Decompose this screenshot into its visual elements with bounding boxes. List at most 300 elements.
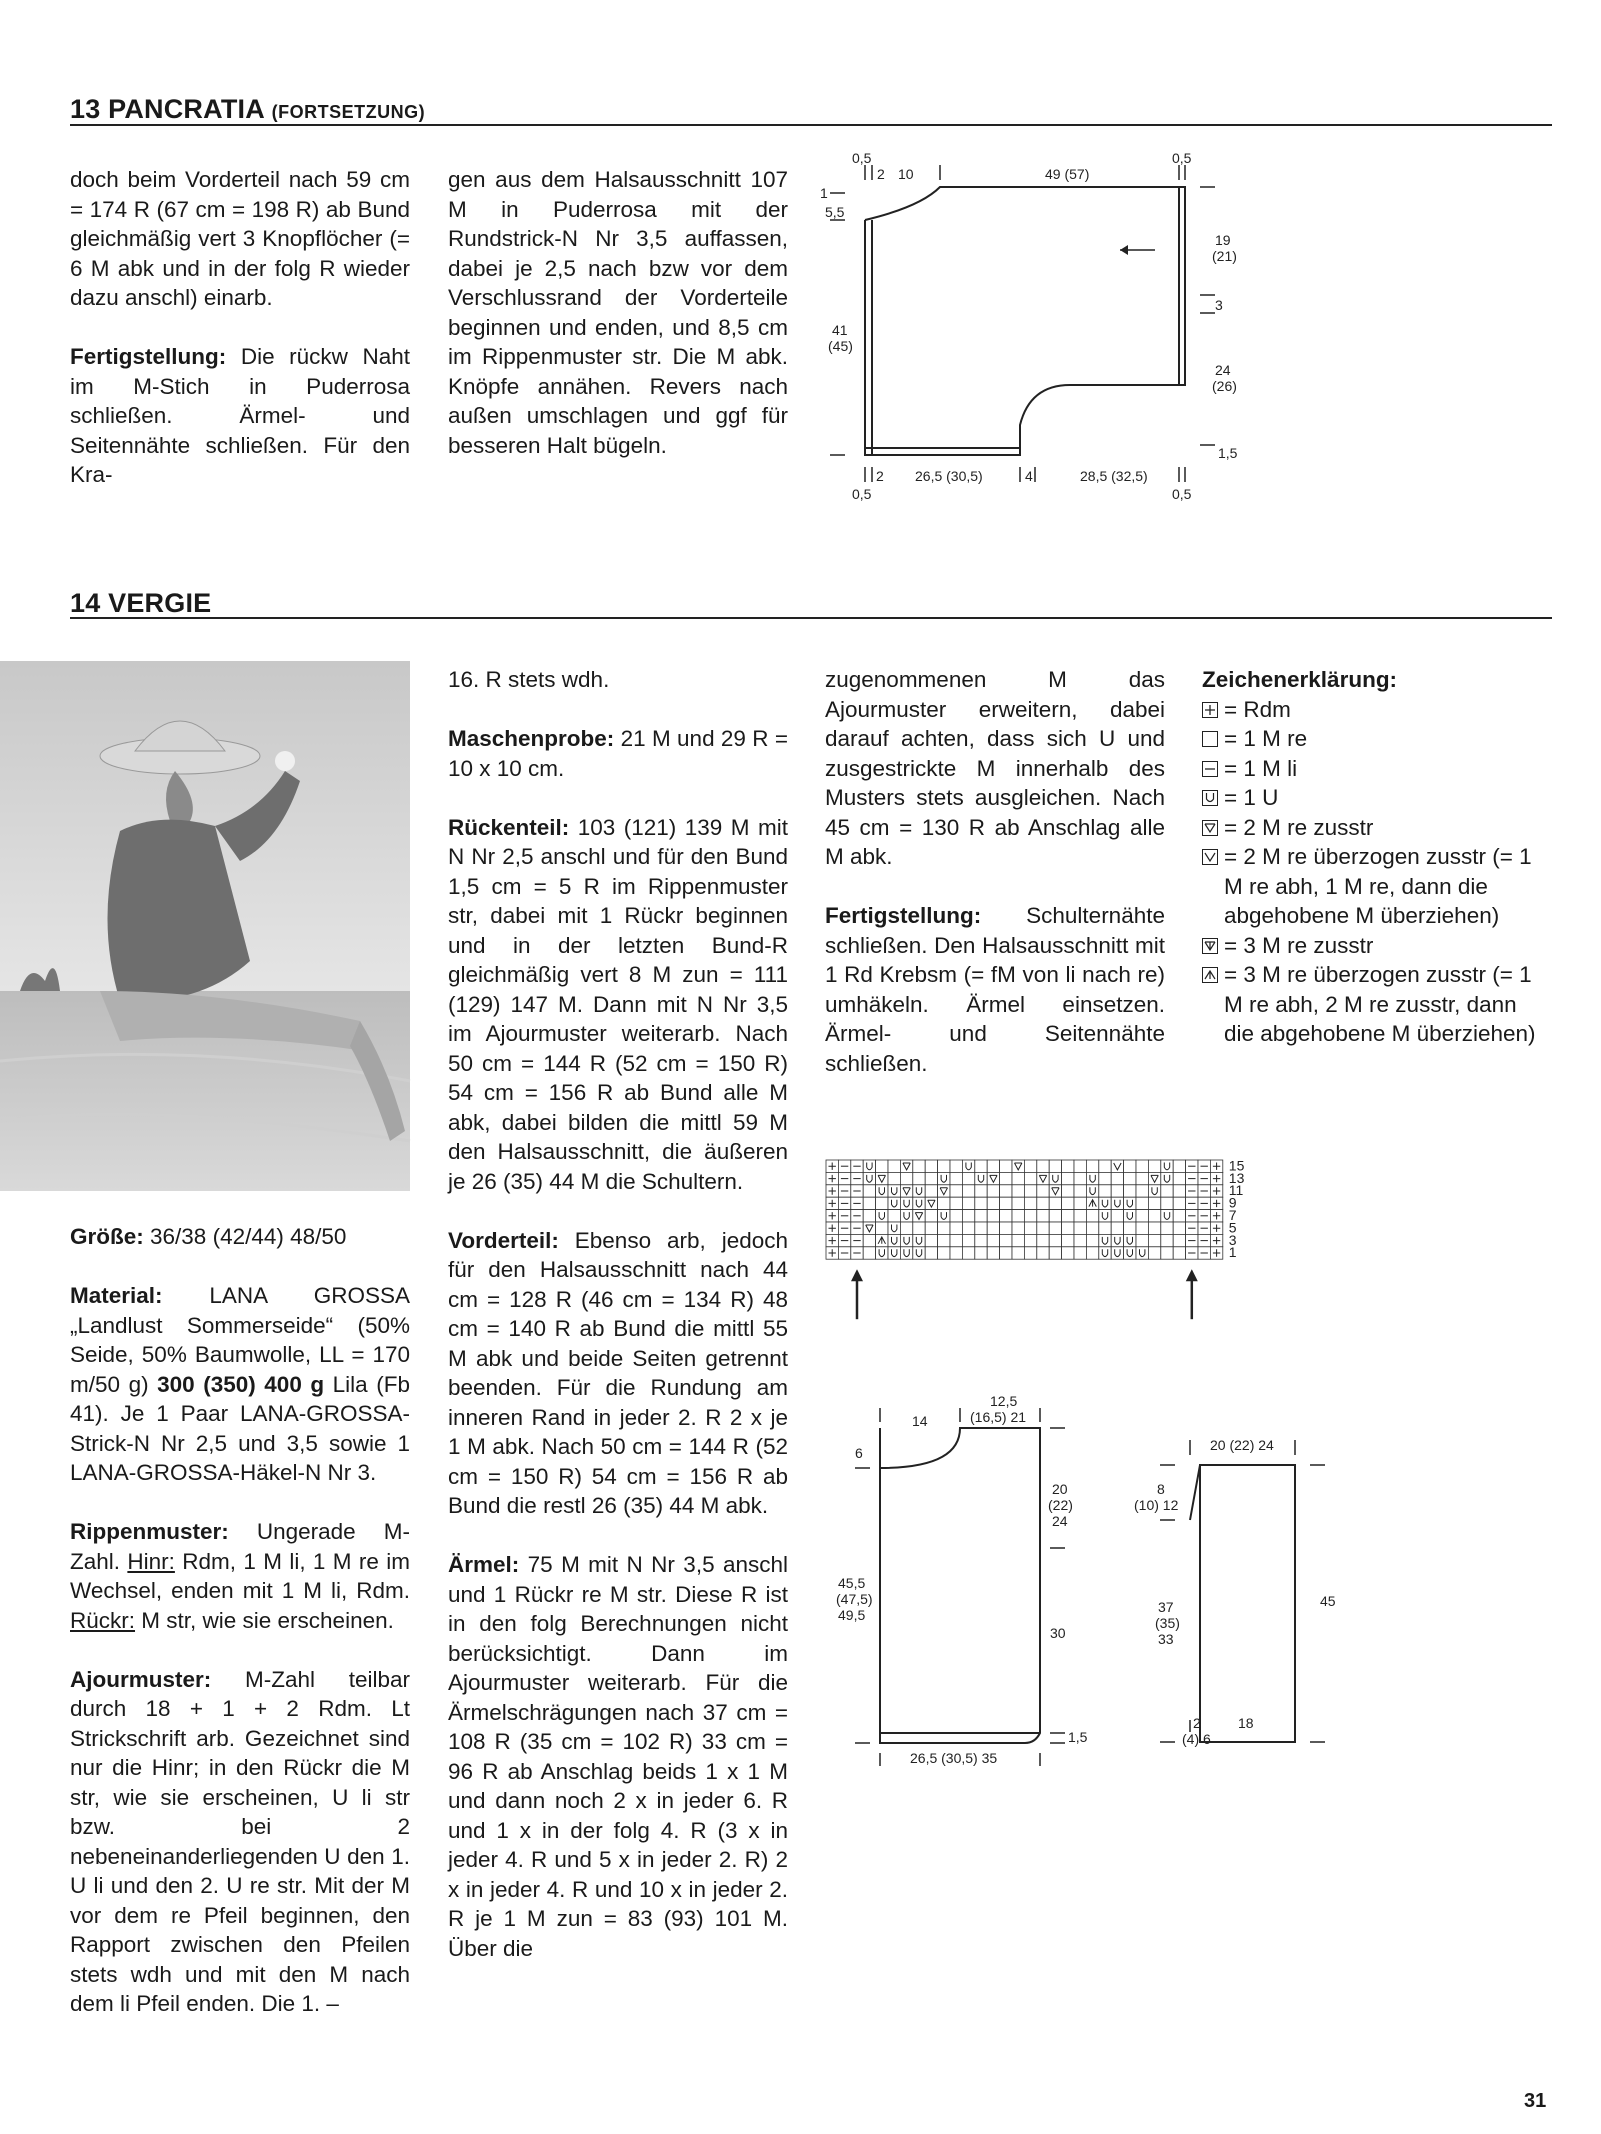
chart-cell (1198, 1197, 1210, 1209)
gauge-paragraph: Maschenprobe: 21 M und 29 R = 10 x 10 cm. (448, 726, 788, 781)
chart-cell (1198, 1247, 1210, 1259)
chart-cell (851, 1222, 863, 1234)
chart-cell (938, 1234, 950, 1246)
svg-text:0,5: 0,5 (1172, 486, 1192, 502)
chart-cell (876, 1222, 888, 1234)
section-14-column-1 (70, 1222, 410, 2048)
chart-cell (1148, 1160, 1160, 1172)
chart-cell (1086, 1172, 1098, 1184)
chart-cell (1037, 1234, 1049, 1246)
chart-cell (1049, 1197, 1061, 1209)
chart-cell (987, 1185, 999, 1197)
chart-cell (950, 1222, 962, 1234)
chart-cell (987, 1247, 999, 1259)
chart-cell (1000, 1160, 1012, 1172)
col2-paragraph-1: 16. R stets wdh. (448, 667, 610, 692)
chart-cell (1024, 1210, 1036, 1222)
k3tog-icon (1202, 938, 1224, 954)
col3-paragraph-1: zugenommenen M das Ajourmuster erweitern, dabei darauf achten, dass sich U und zusgestrickte M innerhalb des Musters stets ausgleichen. Nach 45 cm = 130 R ab Anschlag alle M abk. (825, 667, 1165, 869)
chart-cell (876, 1197, 888, 1209)
chart-cell (1111, 1185, 1123, 1197)
svg-text:1,5: 1,5 (1068, 1729, 1088, 1745)
chart-cell (950, 1160, 962, 1172)
chart-cell (1148, 1222, 1160, 1234)
chart-cell (1136, 1234, 1148, 1246)
svg-text:5,5: 5,5 (825, 204, 845, 220)
section-13-subtitle: (FORTSETZUNG) (271, 102, 426, 122)
svg-text:0,5: 0,5 (1172, 150, 1192, 166)
purl-icon (1202, 761, 1224, 777)
chart-cell (925, 1210, 937, 1222)
chart-cell (1186, 1210, 1198, 1222)
chart-cell (1037, 1160, 1049, 1172)
s13-paragraph-1: doch beim Vorderteil nach 59 cm = 174 R (67 cm = 198 R) ab Bund gleichmäßig vert 3 Knopflöcher (= 6 M abk und in der folg R wieder dazu anschl) einarb. (70, 167, 410, 310)
svg-text:33: 33 (1158, 1631, 1174, 1647)
legend-item-k3tog: = 3 M re zusstr (1202, 931, 1552, 961)
chart-cell (913, 1172, 925, 1184)
chart-cell (888, 1185, 900, 1197)
chart-cell (950, 1185, 962, 1197)
chart-cell (1210, 1160, 1222, 1172)
chart-cell (975, 1247, 987, 1259)
chart-cell (1186, 1172, 1198, 1184)
chart-row-number: 11 (1228, 1182, 1244, 1199)
chart-cell (1074, 1234, 1086, 1246)
section-13-title: 13 PANCRATIA (70, 94, 264, 124)
chart-cell (1124, 1222, 1136, 1234)
chart-cell (1086, 1222, 1098, 1234)
chart-cell (1173, 1222, 1185, 1234)
chart-cell (1099, 1222, 1111, 1234)
chart-cell (1210, 1247, 1222, 1259)
chart-cell (1136, 1185, 1148, 1197)
chart-cell (888, 1247, 900, 1259)
chart-cell (1037, 1210, 1049, 1222)
chart-cell (1148, 1197, 1160, 1209)
chart-cell (1111, 1197, 1123, 1209)
chart-cell (1024, 1247, 1036, 1259)
chart-cell (925, 1185, 937, 1197)
finishing-paragraph: Fertigstellung: Schulternähte schließen. Den Halsausschnitt mit 1 Rd Krebsm (= fM von li nach re) umhäkeln. Ärmel einsetzen. Ärmel- und Seitennähte schließen. (825, 903, 1165, 1076)
sleeve-schematic (1120, 1420, 1360, 1750)
chart-cell (1148, 1234, 1160, 1246)
svg-text:20: 20 (1052, 1481, 1068, 1497)
svg-text:(35): (35) (1155, 1615, 1180, 1631)
chart-cell (1111, 1222, 1123, 1234)
chart-cell (1049, 1160, 1061, 1172)
chart-cell (1086, 1210, 1098, 1222)
chart-cell (987, 1197, 999, 1209)
svg-text:4: 4 (1025, 468, 1033, 484)
chart-cell (938, 1222, 950, 1234)
chart-cell (962, 1185, 974, 1197)
chart-cell (938, 1185, 950, 1197)
chart-cell (1012, 1197, 1024, 1209)
chart-left-arrow (851, 1269, 863, 1319)
chart-cell (1148, 1185, 1160, 1197)
chart-cell (1198, 1210, 1210, 1222)
chart-cell (876, 1185, 888, 1197)
chart-cell (826, 1185, 838, 1197)
svg-text:2: 2 (877, 166, 885, 182)
chart-cell (950, 1197, 962, 1209)
chart-cell (1049, 1172, 1061, 1184)
size-paragraph: Größe: 36/38 (42/44) 48/50 (70, 1224, 347, 1249)
chart-cell (1148, 1172, 1160, 1184)
chart-cell (1186, 1197, 1198, 1209)
chart-cell (987, 1222, 999, 1234)
svg-text:14: 14 (912, 1413, 928, 1429)
chart-cell (1074, 1247, 1086, 1259)
chart-cell (1136, 1222, 1148, 1234)
chart-cell (900, 1160, 912, 1172)
svg-text:37: 37 (1158, 1599, 1174, 1615)
chart-cell (1136, 1247, 1148, 1259)
chart-cell (1024, 1197, 1036, 1209)
chart-cell (888, 1197, 900, 1209)
chart-cell (1124, 1172, 1136, 1184)
chart-cell (1024, 1222, 1036, 1234)
chart-cell (900, 1247, 912, 1259)
svg-text:3: 3 (1215, 297, 1223, 313)
chart-cell (925, 1197, 937, 1209)
chart-row-number: 7 (1228, 1207, 1237, 1223)
chart-cell (900, 1185, 912, 1197)
chart-cell (1186, 1234, 1198, 1246)
svg-text:20 (22) 24: 20 (22) 24 (1210, 1437, 1274, 1453)
svg-text:30: 30 (1050, 1625, 1066, 1641)
knitting-chart (826, 1158, 1296, 1378)
s13-finishing-label: Fertigstellung: (70, 344, 227, 369)
chart-cell (913, 1222, 925, 1234)
chart-cell (1000, 1222, 1012, 1234)
chart-cell (1049, 1247, 1061, 1259)
chart-cell (863, 1160, 875, 1172)
section-14-column-2 (448, 665, 788, 1993)
chart-cell (1173, 1172, 1185, 1184)
chart-cell (1074, 1222, 1086, 1234)
chart-cell (1099, 1210, 1111, 1222)
chart-cell (987, 1210, 999, 1222)
chart-cell (1161, 1160, 1173, 1172)
chart-cell (1198, 1185, 1210, 1197)
chart-cell (925, 1234, 937, 1246)
chart-cell (913, 1197, 925, 1209)
svg-text:45: 45 (1320, 1593, 1336, 1609)
chart-cell (1000, 1234, 1012, 1246)
chart-cell (1024, 1160, 1036, 1172)
chart-cell (1173, 1197, 1185, 1209)
back-paragraph: Rückenteil: 103 (121) 139 M mit N Nr 2,5 anschl und für den Bund 1,5 cm = 5 R im Rippenmuster str, dabei mit 1 Rückr beginnen und in der letzten Bund-R gleichmäßig vert 8 M zun = 111 (129) 147 M. Dann mit N Nr 3,5 im Ajourmuster weiterarb. Nach 50 cm = 144 R (52 cm = 150 R) 54 cm = 156 R ab Bund alle M abk, dabei bilden die mittl 59 M den Halsausschnitt, die äußeren je 26 (35) 44 M die Schultern. (448, 814, 788, 1194)
chart-cell (987, 1172, 999, 1184)
chart-cell (1000, 1172, 1012, 1184)
svg-text:(16,5) 21: (16,5) 21 (970, 1409, 1027, 1425)
chart-cell (1037, 1222, 1049, 1234)
chart-cell (851, 1247, 863, 1259)
chart-cell (1111, 1234, 1123, 1246)
chart-cell (1049, 1234, 1061, 1246)
svg-text:2: 2 (1193, 1715, 1201, 1731)
section-13-column-1 (70, 165, 410, 519)
chart-cell (913, 1234, 925, 1246)
svg-text:1: 1 (820, 185, 828, 201)
svg-text:45,5: 45,5 (838, 1575, 866, 1591)
chart-cell (1049, 1185, 1061, 1197)
chart-cell (913, 1185, 925, 1197)
chart-cell (863, 1222, 875, 1234)
legend-item-yarn-over: = 1 U (1202, 783, 1552, 813)
svg-text:24: 24 (1215, 362, 1231, 378)
chart-cell (1062, 1210, 1074, 1222)
legend-item-knit: = 1 M re (1202, 724, 1552, 754)
svg-text:49,5: 49,5 (838, 1607, 866, 1623)
svg-text:6: 6 (855, 1445, 863, 1461)
chart-cell (975, 1197, 987, 1209)
chart-cell (1173, 1160, 1185, 1172)
chart-cell (938, 1210, 950, 1222)
chart-cell (826, 1222, 838, 1234)
chart-cell (975, 1160, 987, 1172)
chart-cell (1037, 1247, 1049, 1259)
chart-cell (1074, 1197, 1086, 1209)
chart-cell (1136, 1210, 1148, 1222)
sleeve-paragraph: Ärmel: 75 M mit N Nr 3,5 anschl und 1 Rückr re M str. Diese R ist in den folg Berechnungen nicht berücksichtigt. Dann im Ajourmuster weiterarb. Für die Ärmelschrägungen nach 37 cm = 108 R (35 cm = 102 R) 33 cm = 96 R ab Anschlag beids 1 x 1 M und dann noch 2 x in jeder 6. R und 1 x in der folg 4. R (3 x in jeder 4. R und 5 x in jeder 2. R) 2 x in jeder 4. R und 10 x in jeder 2. R je 1 M zun = 83 (93) 101 M. Über die (448, 1552, 788, 1961)
chart-cell (838, 1185, 850, 1197)
chart-cell (1049, 1210, 1061, 1222)
rdm-icon (1202, 702, 1224, 718)
svg-text:26,5 (30,5) 35: 26,5 (30,5) 35 (910, 1750, 998, 1766)
section-13-heading (70, 94, 425, 125)
ssk-icon (1202, 849, 1224, 865)
chart-cell (1086, 1160, 1098, 1172)
chart-cell (1062, 1222, 1074, 1234)
chart-cell (1124, 1160, 1136, 1172)
chart-cell (1012, 1222, 1024, 1234)
svg-text:10: 10 (898, 166, 914, 182)
s13-paragraph-3: gen aus dem Halsausschnitt 107 M in Puderrosa mit der Rundstrick-N Nr 3,5 auffassen, dabei je 2,5 nach bzw vor dem Verschlussrand der Vorderteile beginnen und enden, und 8,5 cm im Rippenmuster str. Die M abk. Knöpfe annähen. Revers nach außen umschlagen und ggf für besseren Halt bügeln. (448, 167, 788, 458)
chart-cell (1024, 1172, 1036, 1184)
chart-cell (1000, 1185, 1012, 1197)
chart-cell (913, 1210, 925, 1222)
material-paragraph: Material: LANA GROSSA „Landlust Sommerseide“ (50% Seide, 50% Baumwolle, LL = 170 m/50 g) 300 (350) 400 g Lila (Fb 41). Je 1 Paar LANA-GROSSA-Strick-N Nr 2,5 und 3,5 sowie 1 LANA-GROSSA-Häkel-N Nr 3. (70, 1283, 410, 1485)
sleeve-outline (1190, 1465, 1295, 1742)
chart-cell (1136, 1172, 1148, 1184)
k2tog-icon (1202, 820, 1224, 836)
svg-text:(45): (45) (828, 338, 853, 354)
knit-icon (1202, 731, 1224, 747)
chart-cell (900, 1172, 912, 1184)
chart-cell (1198, 1222, 1210, 1234)
legend (1202, 665, 1552, 1049)
chart-cell (900, 1197, 912, 1209)
chart-cell (1161, 1185, 1173, 1197)
chart-cell (1062, 1172, 1074, 1184)
chart-cell (950, 1234, 962, 1246)
chart-cell (1186, 1222, 1198, 1234)
chart-cell (962, 1197, 974, 1209)
chart-cell (925, 1160, 937, 1172)
chart-cell (1124, 1247, 1136, 1259)
chart-cell (838, 1210, 850, 1222)
chart-cell (1000, 1247, 1012, 1259)
chart-row-number: 1 (1228, 1244, 1237, 1261)
chart-cell (962, 1210, 974, 1222)
sk2p-icon (1202, 967, 1224, 983)
chart-cell (1210, 1222, 1222, 1234)
chart-cell (1198, 1172, 1210, 1184)
chart-cell (1124, 1210, 1136, 1222)
svg-text:0,5: 0,5 (852, 486, 872, 502)
chart-cell (1074, 1210, 1086, 1222)
chart-cell (938, 1247, 950, 1259)
chart-cell (1099, 1247, 1111, 1259)
chart-cell (962, 1234, 974, 1246)
chart-cell (888, 1210, 900, 1222)
chart-cell (1161, 1210, 1173, 1222)
chart-row-number: 15 (1228, 1157, 1245, 1174)
chart-cell (1186, 1160, 1198, 1172)
chart-cell (913, 1160, 925, 1172)
chart-cell (1161, 1234, 1173, 1246)
chart-cell (1099, 1172, 1111, 1184)
chart-cell (838, 1172, 850, 1184)
chart-cell (863, 1185, 875, 1197)
chart-cell (938, 1197, 950, 1209)
chart-cell (962, 1222, 974, 1234)
chart-cell (975, 1234, 987, 1246)
chart-cell (1173, 1234, 1185, 1246)
svg-text:(26): (26) (1212, 378, 1237, 394)
s13-paragraph-2: Fertigstellung: Die rückw Naht im M-Stich in Puderrosa schließen. Ärmel- und Seitennähte schließen. Für den Kra- (70, 344, 410, 487)
chart-cell (1086, 1185, 1098, 1197)
legend-item-sk2p: = 3 M re überzogen zusstr (= 1 M re abh, 2 M re zusstr, dann die abgehobene M überziehen) (1202, 960, 1552, 1049)
chart-cell (962, 1160, 974, 1172)
chart-right-arrow (1186, 1269, 1198, 1319)
chart-cell (1086, 1197, 1098, 1209)
chart-cell (888, 1222, 900, 1234)
chart-cell (851, 1234, 863, 1246)
svg-text:18: 18 (1238, 1715, 1254, 1731)
chart-cell (1099, 1160, 1111, 1172)
ajour-pattern-paragraph: Ajourmuster: M-Zahl teilbar durch 18 + 1 + 2 Rdm. Lt Strickschrift arb. Gezeichnet sind nur die Hinr; in den Rückr die M str, wie sie erscheinen, U li str bzw. bei 2 nebeneinanderliegenden U den 1. U li und den 2. U re str. Mit der M vor dem re Pfeil beginnen, den Rapport zwischen den Pfeilen stets wdh und mit den M nach dem li Pfeil enden. Die 1. – (70, 1666, 410, 2016)
chart-cell (851, 1160, 863, 1172)
chart-cell (1148, 1210, 1160, 1222)
chart-cell (900, 1222, 912, 1234)
chart-cell (1210, 1234, 1222, 1246)
s13-body-outline (865, 187, 1185, 455)
svg-text:(47,5): (47,5) (836, 1591, 873, 1607)
chart-cell (876, 1160, 888, 1172)
chart-cell (1161, 1172, 1173, 1184)
svg-text:12,5: 12,5 (990, 1393, 1018, 1409)
svg-text:19: 19 (1215, 232, 1231, 248)
chart-cell (1099, 1197, 1111, 1209)
chart-cell (863, 1247, 875, 1259)
chart-cell (1210, 1185, 1222, 1197)
section-13-schematic (820, 145, 1260, 515)
chart-cell (1000, 1197, 1012, 1209)
svg-text:0,5: 0,5 (852, 150, 872, 166)
chart-cell (1086, 1247, 1098, 1259)
section-14-rule (70, 617, 1552, 619)
chart-cell (1198, 1234, 1210, 1246)
svg-text:49 (57): 49 (57) (1045, 166, 1090, 182)
chart-cell (1012, 1172, 1024, 1184)
chart-row-number: 9 (1228, 1194, 1237, 1211)
chart-cell (1012, 1160, 1024, 1172)
chart-cell (1186, 1185, 1198, 1197)
chart-cell (826, 1234, 838, 1246)
chart-cell (1012, 1234, 1024, 1246)
front-back-schematic (836, 1388, 1140, 1768)
svg-text:26,5 (30,5): 26,5 (30,5) (915, 468, 983, 484)
rib-pattern-paragraph: Rippenmuster: Ungerade M-Zahl. Hinr: Rdm, 1 M li, 1 M re im Wechsel, enden mit 1 M li, Rdm. Rückr: M str, wie sie erscheinen. (70, 1519, 410, 1633)
chart-cell (851, 1185, 863, 1197)
chart-cell (1037, 1185, 1049, 1197)
svg-text:(4) 6: (4) 6 (1182, 1731, 1211, 1747)
chart-cell (938, 1172, 950, 1184)
chart-cell (851, 1210, 863, 1222)
section-13-rule (70, 124, 1552, 126)
chart-cell (1037, 1172, 1049, 1184)
legend-item-purl: = 1 M li (1202, 754, 1552, 784)
chart-cell (975, 1210, 987, 1222)
section-14-title: 14 VERGIE (70, 588, 212, 618)
section-14-heading (70, 588, 211, 619)
chart-cell (863, 1197, 875, 1209)
chart-cell (975, 1222, 987, 1234)
chart-cell (1161, 1222, 1173, 1234)
svg-text:(10) 12: (10) 12 (1134, 1497, 1179, 1513)
chart-cell (900, 1210, 912, 1222)
chart-cell (975, 1172, 987, 1184)
chart-cell (962, 1247, 974, 1259)
chart-cell (925, 1222, 937, 1234)
chart-cell (838, 1234, 850, 1246)
chart-cell (826, 1247, 838, 1259)
chart-cell (1024, 1234, 1036, 1246)
legend-title: Zeichenerklärung: (1202, 667, 1398, 692)
chart-cell (826, 1197, 838, 1209)
chart-cell (1111, 1210, 1123, 1222)
chart-cell (838, 1197, 850, 1209)
chart-cell (1074, 1160, 1086, 1172)
chart-cell (1012, 1185, 1024, 1197)
chart-cell (1062, 1160, 1074, 1172)
chart-cell (1062, 1247, 1074, 1259)
chart-cell (1148, 1247, 1160, 1259)
chart-cell (1074, 1185, 1086, 1197)
svg-text:2: 2 (876, 468, 884, 484)
model-photo (0, 661, 410, 1191)
chart-cell (1111, 1247, 1123, 1259)
chart-cell (1062, 1185, 1074, 1197)
chart-cell (876, 1210, 888, 1222)
chart-cell (938, 1160, 950, 1172)
front-paragraph: Vorderteil: Ebenso arb, jedoch für den Halsausschnitt nach 44 cm = 128 R (46 cm = 134 R) 48 cm = 140 R ab Bund die mittl 55 M abk und beide Seiten getrennt beenden. Für die Rundung am inneren Rand in jeder 2. R 2 x je 1 M abk. Nach 50 cm = 144 R (52 cm = 150 R) 54 cm = 156 R ab Bund die restl 26 (35) 44 M abk. (448, 1227, 788, 1518)
chart-cell (1210, 1172, 1222, 1184)
chart-cell (1124, 1197, 1136, 1209)
chart-cell (876, 1234, 888, 1246)
chart-cell (1161, 1197, 1173, 1209)
chart-cell (925, 1247, 937, 1259)
chart-cell (1086, 1234, 1098, 1246)
chart-cell (950, 1210, 962, 1222)
svg-text:1,5: 1,5 (1218, 445, 1238, 461)
chart-cell (863, 1234, 875, 1246)
chart-cell (1062, 1197, 1074, 1209)
front-outline (880, 1428, 1040, 1743)
